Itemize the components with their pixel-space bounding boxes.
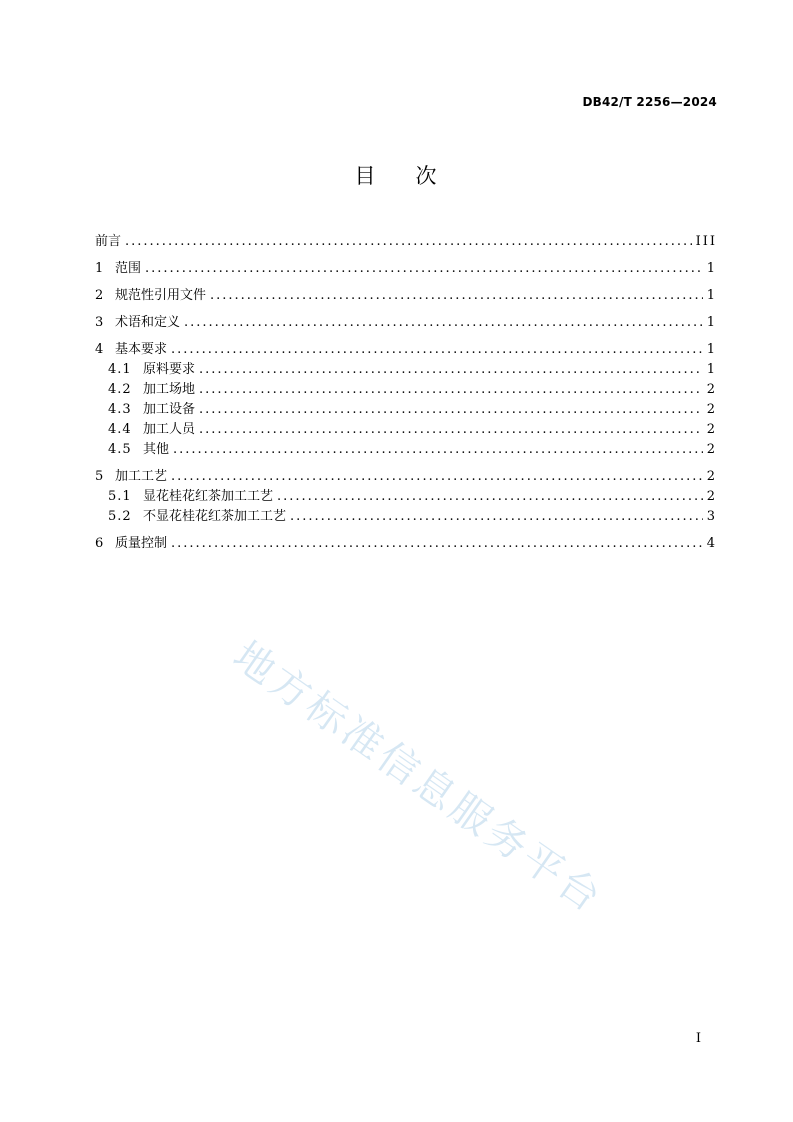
toc-entry-label: 术语和定义: [115, 315, 181, 330]
toc-entry-label: 范围: [115, 261, 142, 276]
toc-dot-leader: [210, 286, 703, 306]
toc-entry-page: 3: [706, 509, 717, 524]
toc-dot-leader: [199, 380, 703, 400]
toc-entry-label: 其他: [143, 442, 170, 457]
toc-entry[interactable]: [95, 487, 717, 507]
toc-entry-number: 5.2: [108, 509, 132, 524]
toc-entry-label: 基本要求: [115, 342, 168, 357]
toc-entry[interactable]: [95, 259, 717, 279]
toc-dot-leader: [199, 420, 703, 440]
toc-entry-number: 5: [95, 469, 104, 484]
toc-entry-page: III: [695, 234, 717, 249]
toc-entry[interactable]: [95, 340, 717, 360]
toc-dot-leader: [199, 360, 703, 380]
toc-entry-number: 4.1: [108, 362, 132, 377]
toc-entry[interactable]: [95, 420, 717, 440]
toc-entry-page: 1: [706, 342, 717, 357]
toc-entry-label: 显花桂花红茶加工工艺: [143, 489, 274, 504]
toc-entry[interactable]: [95, 507, 717, 527]
toc-entry-label: 前言: [95, 234, 122, 249]
toc-entry[interactable]: [95, 440, 717, 460]
toc-entry-number: 4.5: [108, 442, 132, 457]
toc-title: [0, 160, 793, 190]
toc-dot-leader: [171, 534, 703, 554]
toc-entry[interactable]: [95, 313, 717, 333]
toc-dot-leader: [145, 259, 703, 279]
toc-entry[interactable]: [95, 380, 717, 400]
toc-dot-leader: [199, 400, 703, 420]
toc-dot-leader: [171, 467, 703, 487]
toc-entry-label: 加工设备: [143, 402, 196, 417]
toc-entry-page: 1: [706, 315, 717, 330]
toc-entry[interactable]: [95, 232, 717, 252]
toc-entry-number: 4.3: [108, 402, 132, 417]
toc-entry-label: 加工人员: [143, 422, 196, 437]
toc-entry-number: 3: [95, 315, 104, 330]
toc-entry[interactable]: [95, 360, 717, 380]
toc-entry-page: 2: [706, 489, 717, 504]
toc-entry-page: 4: [706, 536, 717, 551]
toc-entry[interactable]: [95, 467, 717, 487]
toc-entry-number: 5.1: [108, 489, 132, 504]
toc-entry-page: 2: [706, 469, 717, 484]
page-number: I: [695, 1031, 701, 1046]
toc-dot-leader: [173, 440, 703, 460]
toc-entry-number: 6: [95, 536, 104, 551]
toc-entry-number: 4: [95, 342, 104, 357]
toc-entry-label: 加工工艺: [115, 469, 168, 484]
watermark: 地方标准信息服务平台: [224, 632, 612, 923]
table-of-contents: [95, 232, 717, 554]
toc-entry-page: 2: [706, 382, 717, 397]
toc-title-char-2: 次: [415, 164, 439, 188]
toc-dot-leader: [277, 487, 703, 507]
toc-dot-leader: [125, 232, 692, 252]
toc-entry-page: 2: [706, 402, 717, 417]
toc-entry-page: 2: [706, 422, 717, 437]
toc-entry-label: 不显花桂花红茶加工工艺: [143, 509, 287, 524]
document-code: DB42/T 2256—2024: [582, 95, 717, 109]
toc-entry-number: 4.2: [108, 382, 132, 397]
toc-dot-leader: [171, 340, 703, 360]
toc-entry-page: 2: [706, 442, 717, 457]
toc-entry[interactable]: [95, 286, 717, 306]
toc-entry-label: 质量控制: [115, 536, 168, 551]
toc-title-char-1: 目: [354, 164, 378, 188]
toc-entry-number: 4.4: [108, 422, 132, 437]
toc-entry-label: 原料要求: [143, 362, 196, 377]
toc-entry-number: 2: [95, 288, 104, 303]
toc-entry-label: 加工场地: [143, 382, 196, 397]
toc-dot-leader: [290, 507, 703, 527]
toc-entry-page: 1: [706, 362, 717, 377]
toc-entry-number: 1: [95, 261, 104, 276]
toc-dot-leader: [184, 313, 703, 333]
toc-entry[interactable]: [95, 400, 717, 420]
toc-entry-page: 1: [706, 261, 717, 276]
toc-entry-label: 规范性引用文件: [115, 288, 207, 303]
toc-entry[interactable]: [95, 534, 717, 554]
toc-entry-page: 1: [706, 288, 717, 303]
